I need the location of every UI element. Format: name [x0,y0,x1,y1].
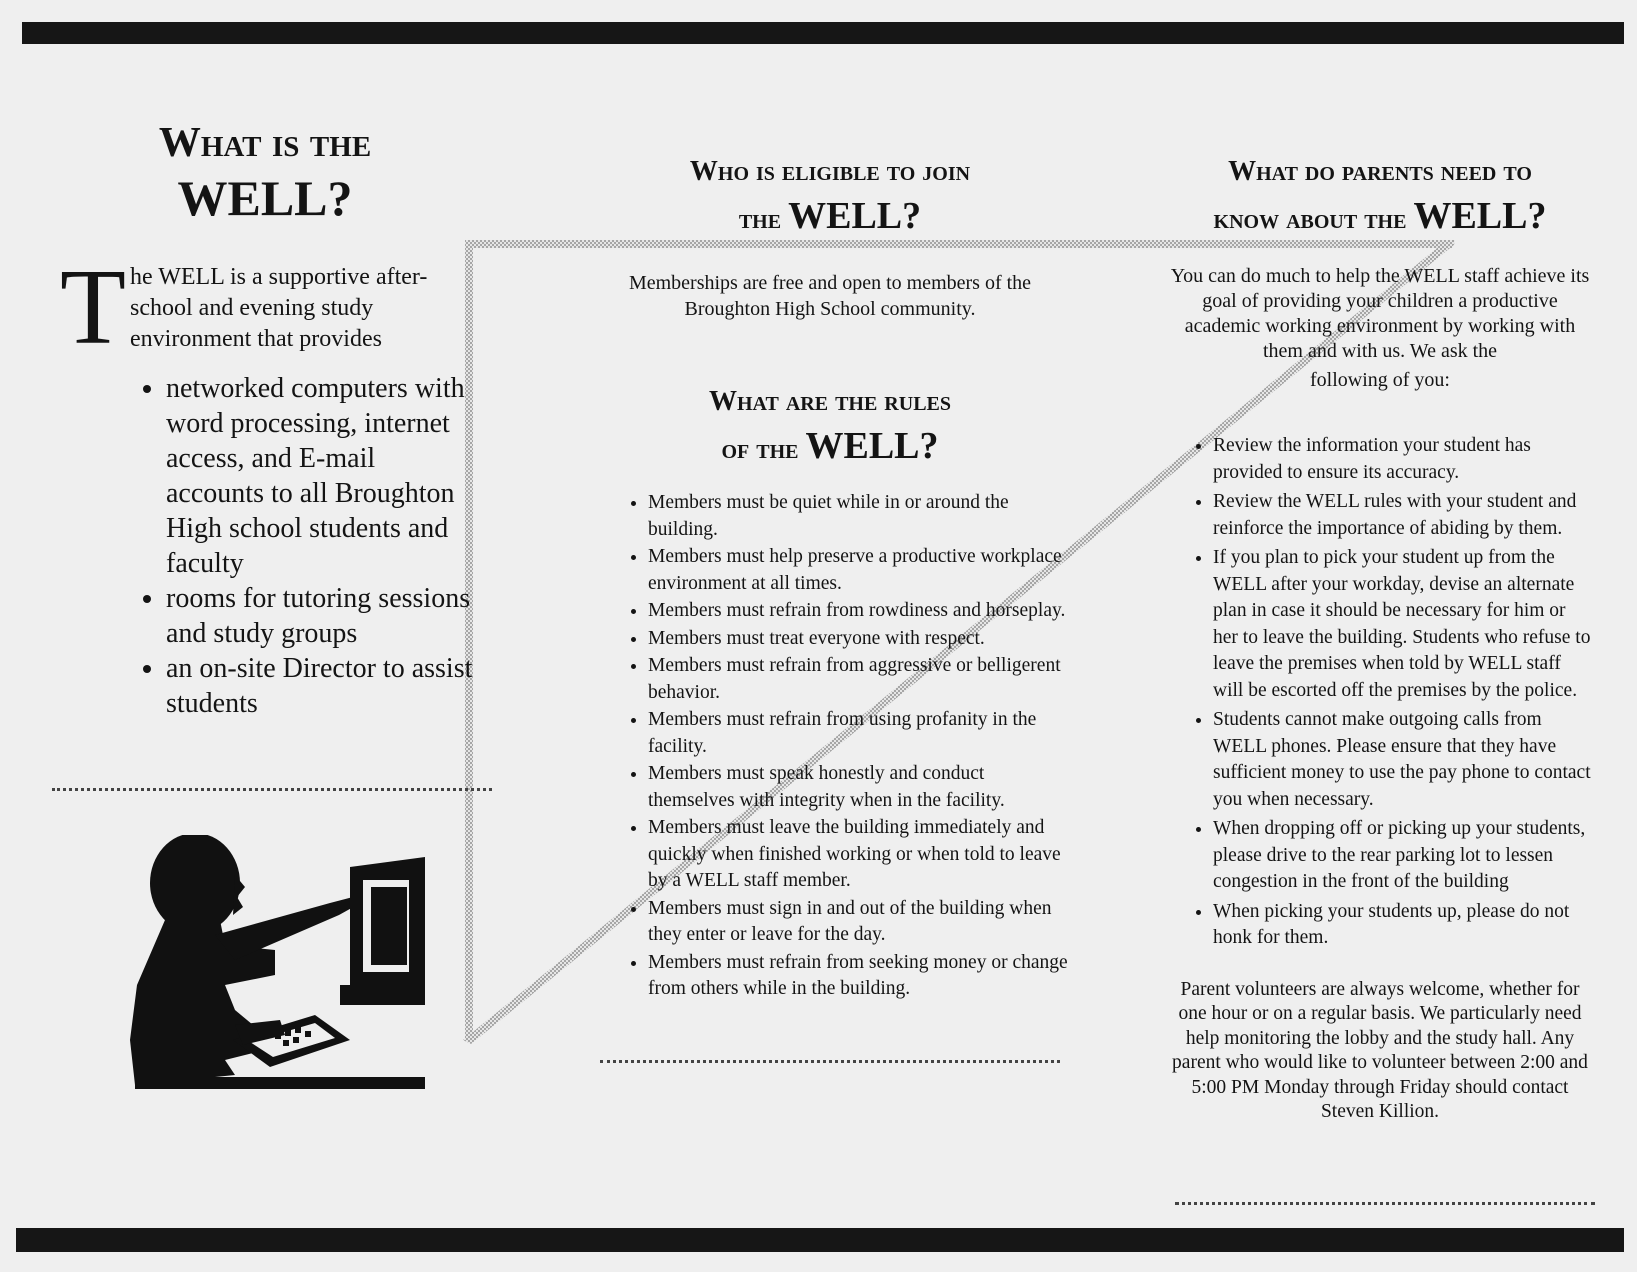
list-item: • an on-site Director to assist students [166,651,480,721]
list-item: • Members must refrain from using profanity in the facility. [648,707,1070,760]
list-item: • Members must speak honestly and conduct themselves with integrity when in the facility. [648,761,1070,814]
eligible-heading-well: WELL? [788,195,922,237]
list-item: • When picking your students up, please do not honk for them. [1213,899,1595,952]
list-item: • Students cannot make outgoing calls from WELL phones. Please ensure that they have sufficient money to use the pay phone to contact you when necessary. [1213,707,1595,813]
list-item: • Members must refrain from aggressive or belligerent behavior. [648,653,1070,706]
list-item: • networked computers with word processing, internet access, and E-mail accounts to all Broughton High school students and faculty [166,371,480,581]
drop-cap-letter: T [60,248,126,368]
list-item: • Members must sign in and out of the building when they enter or leave for the day. [648,896,1070,949]
eligible-heading-line1: Who is eligible to join [689,156,971,187]
parents-intro [1165,264,1595,393]
intro-text: he WELL is a supportive after-school and evening study environment that provides [130,264,428,353]
rules-heading-line1: What are the rules [708,386,951,417]
bottom-border-bar [16,1228,1624,1252]
column-parents-info [1165,150,1595,1125]
parents-intro-text: You can do much to help the WELL staff achieve its goal of providing your children a productive academic working environment by working with them and with us. We ask the [1170,265,1590,362]
column-eligibility-and-rules [590,150,1070,1004]
dotted-divider-left [52,788,492,791]
volunteer-paragraph: Parent volunteers are always welcome, whether for one hour or on a regular basis. We particularly need help monitoring the lobby and the study hall. Any parent who would like to volunteer between 2:00 and 5:00 PM Monday through Friday should contact Steven Killion. [1172,978,1588,1122]
what-is-heading-line1: What is the [158,120,372,166]
parents-intro-last-line: following of you: [1310,369,1450,391]
what-is-heading-well: WELL? [177,170,353,227]
list-item: • Members must help preserve a productive workplace environment at all times. [648,544,1070,597]
eligible-heading [590,150,1070,242]
list-item: • rooms for tutoring sessions and study groups [166,581,480,651]
list-item: • Members must treat everyone with respect. [648,626,1070,653]
list-item: • If you plan to pick your student up from the WELL after your workday, devise an alternate plan in case it should be necessary for him or her to leave the building. Students who refuse to leave the premises when told by WELL staff will be escorted off the premises by the police. [1213,545,1595,704]
rules-heading-small: of the [721,434,799,465]
parents-heading-line1: What do parents need to [1228,156,1532,187]
eligible-heading-small: the [738,204,782,235]
list-item: • When dropping off or picking up your students, please drive to the rear parking lot to lessen congestion in the front of the building [1213,816,1595,896]
rules-list [590,490,1070,1003]
intro-paragraph [50,248,480,368]
list-item: • Members must refrain from rowdiness and horseplay. [648,598,1070,625]
column-what-is-the-well [50,118,480,721]
dotted-divider-middle [600,1060,1060,1063]
list-item: • Members must leave the building immediately and quickly when finished working or when told to leave by a WELL staff member. [648,815,1070,895]
rules-heading-well: WELL? [805,425,939,467]
parents-heading [1165,150,1595,242]
eligibility-text: Memberships are free and open to members of the Broughton High School community. [628,272,1032,320]
child-at-computer-silhouette-icon [125,835,425,1105]
list-item: • Members must be quiet while in or around the building. [648,490,1070,543]
list-item: • Members must refrain from seeking money or change from others while in the building. [648,950,1070,1003]
list-item: • Review the WELL rules with your student and reinforce the importance of abiding by them. [1213,489,1595,542]
rules-heading [590,380,1070,472]
parents-heading-small: know about the [1213,204,1407,235]
what-is-heading [50,118,480,228]
dotted-divider-right [1175,1202,1595,1205]
features-list [50,371,480,721]
parents-heading-well: WELL? [1413,195,1547,237]
list-item: • Review the information your student has provided to ensure its accuracy. [1213,433,1595,486]
parent-requests-list [1165,433,1595,952]
